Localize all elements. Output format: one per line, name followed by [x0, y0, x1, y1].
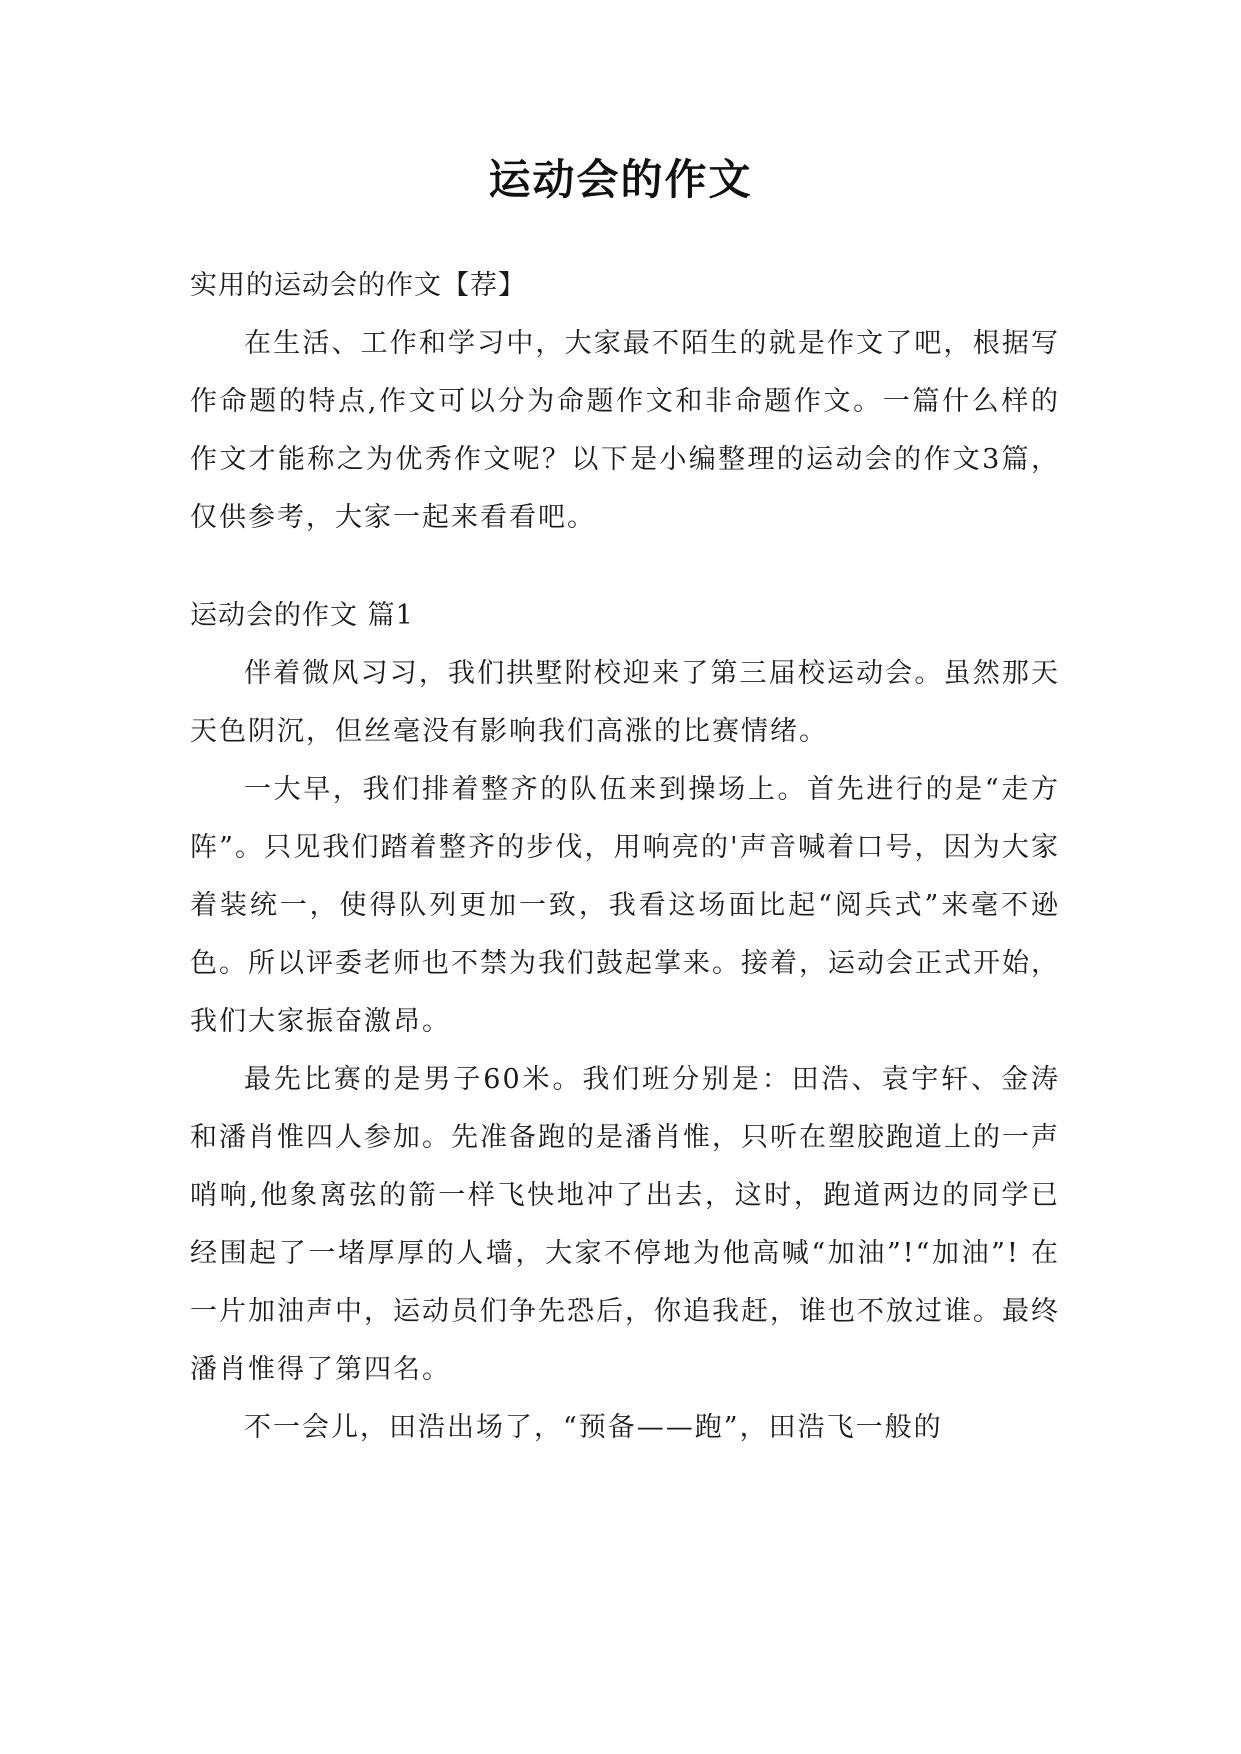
section-heading: 运动会的作文 篇1	[190, 600, 414, 631]
document-title: 运动会的作文	[488, 155, 753, 204]
intro-paragraph: 在生活、工作和学习中，大家最不陌生的就是作文了吧，根据写作命题的特点,作文可以分为命题作文和非命题作文。一篇什么样的作文才能称之为优秀作文呢？以下是小编整理的运动会的作文3篇，仅供参考，大家一起来看看吧。	[190, 328, 1060, 533]
body-paragraph: 最先比赛的是男子60米。我们班分别是：田浩、袁宇轩、金涛和潘肖惟四人参加。先准备跑的是潘肖惟，只听在塑胶跑道上的一声哨响,他象离弦的箭一样飞快地冲了出去，这时，跑道两边的同学已经围起了一堵厚厚的人墙，大家不停地为他高喊“加油”!“加油”! 在 一片加油声中，运动员们争先恐后，你追我赶，谁也不放过谁。最终潘肖惟得了第四名。	[190, 1064, 1060, 1385]
body-paragraph: 一大早，我们排着整齐的队伍来到操场上。首先进行的是“走方阵”。只见我们踏着整齐的步伐，用响亮的'声音喊着口号，因为大家着装统一，使得队列更加一致，我看这场面比起“阅兵式”来毫不逊色。所以评委老师也不禁为我们鼓起掌来。接着，运动会正式开始，我们大家振奋激昂。	[190, 774, 1060, 1037]
document-body	[190, 257, 1060, 1457]
body-paragraph: 伴着微风习习，我们拱墅附校迎来了第三届校运动会。虽然那天天色阴沉，但丝毫没有影响我们高涨的比赛情绪。	[190, 658, 1060, 747]
document-subtitle: 实用的运动会的作文【荐】	[190, 270, 526, 301]
body-paragraph: 不一会儿，田浩出场了，“预备——跑”，田浩飞一般的	[244, 1412, 943, 1443]
